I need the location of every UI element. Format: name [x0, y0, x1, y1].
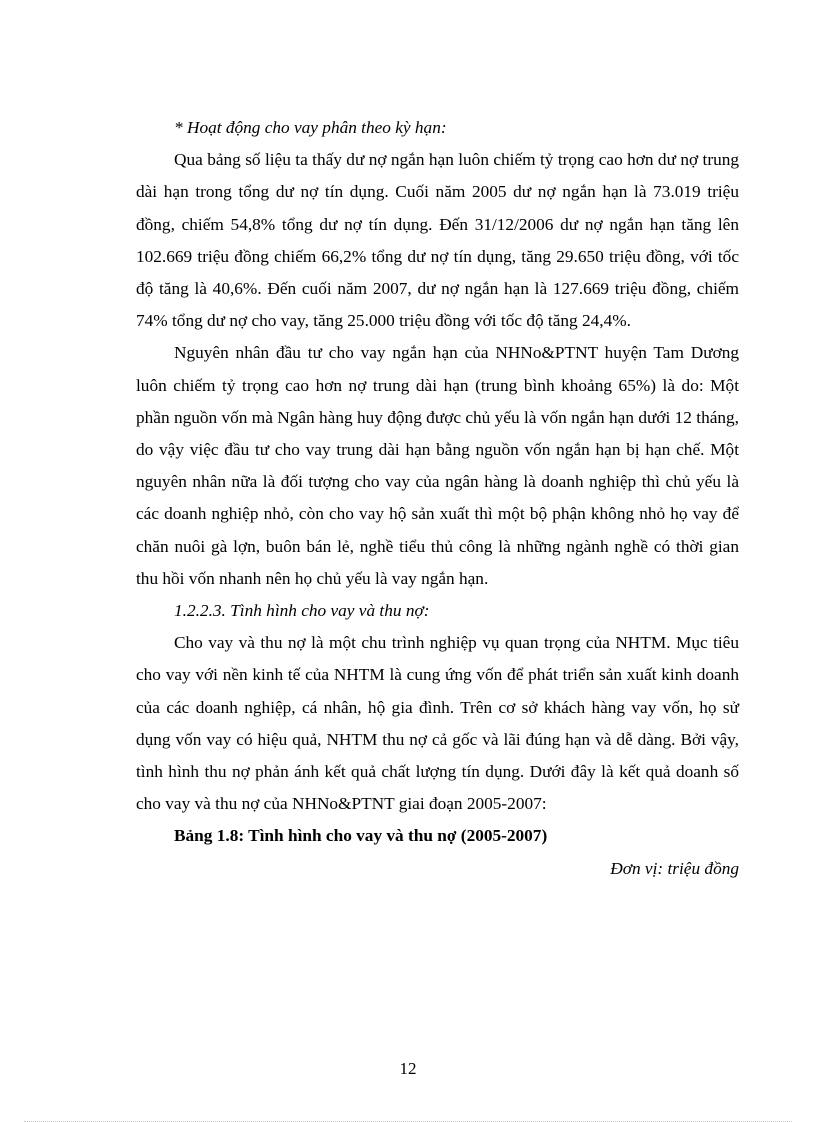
paragraph-short-term-reasons: Nguyên nhân đầu tư cho vay ngắn hạn của NHNo&PTNT huyện Tam Dương luôn chiếm tỷ trọng cao hơn nợ trung dài hạn (trung bình khoảng 65%) là do: Một phần nguồn vốn mà Ngân hàng huy động được chủ yếu là vốn ngắn hạn dưới 12 tháng, do vậy việc đầu tư cho vay trung dài hạn bằng nguồn vốn ngắn hạn bị hạn chế. Một nguyên nhân nữa là đối tượng cho vay của ngân hàng là doanh nghiệp thì chủ yếu là các doanh nghiệp nhỏ, còn cho vay hộ sản xuất thì một bộ phận không nhỏ họ vay để chăn nuôi gà lợn, buôn bán lẻ, nghề tiểu thủ công là những ngành nghề có thời gian thu hồi vốn nhanh nên họ chủ yếu là vay ngắn hạn. — [136, 343, 739, 588]
page-bottom-divider — [24, 1121, 792, 1122]
document-body — [136, 112, 739, 885]
table-caption: Bảng 1.8: Tình hình cho vay và thu nợ (2005-2007) — [174, 826, 548, 846]
loan-term-heading: * Hoạt động cho vay phân theo kỳ hạn: — [174, 118, 447, 137]
paragraph-lending-collection: Cho vay và thu nợ là một chu trình nghiệp vụ quan trọng của NHTM. Mục tiêu cho vay với nền kinh tế của NHTM là cung ứng vốn để phát triển sản xuất kinh doanh của các doanh nghiệp, cá nhân, hộ gia đình. Trên cơ sở khách hàng vay vốn, họ sử dụng vốn vay có hiệu quả, NHTM thu nợ cả gốc và lãi đúng hạn và dễ dàng. Bởi vậy, tình hình thu nợ phản ánh kết quả chất lượng tín dụng. Dưới đây là kết quả doanh số cho vay và thu nợ của NHNo&PTNT giai đoạn 2005-2007: — [136, 633, 739, 814]
unit-note: Đơn vị: triệu đồng — [610, 858, 739, 878]
section-heading: 1.2.2.3. Tình hình cho vay và thu nợ: — [174, 601, 430, 621]
page-number: 12 — [399, 1059, 417, 1078]
paragraph-short-term-debt: Qua bảng số liệu ta thấy dư nợ ngắn hạn luôn chiếm tỷ trọng cao hơn dư nợ trung dài hạn trong tổng dư nợ tín dụng. Cuối năm 2005 dư nợ ngắn hạn là 73.019 triệu đồng, chiếm 54,8% tổng dư nợ tín dụng. Đến 31/12/2006 dư nợ ngắn hạn tăng lên 102.669 triệu đồng chiếm 66,2% tổng dư nợ tín dụng, tăng 29.650 triệu đồng, với tốc độ tăng là 40,6%. Đến cuối năm 2007, dư nợ ngắn hạn là 127.669 triệu đồng, chiếm 74% tổng dư nợ cho vay, tăng 25.000 triệu đồng với tốc độ tăng 24,4%. — [136, 150, 739, 331]
